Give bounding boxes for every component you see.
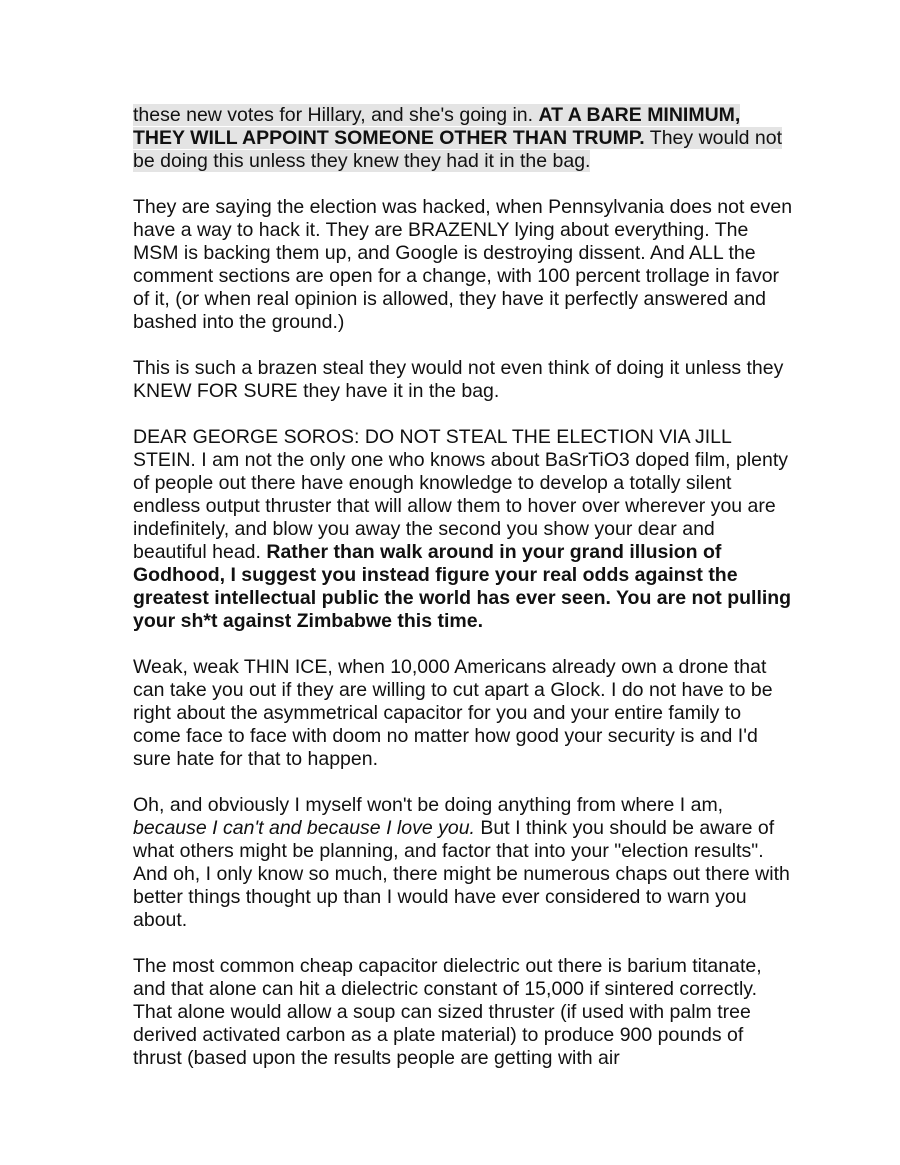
p4-text-a: DEAR GEORGE SOROS: DO NOT STEAL THE ELECTION VIA JILL STEIN. I am not the only one who knows about BaSrTiO3 doped film, plenty of people out there have enough knowledge to develop a totally silent endless output thruster that will allow them to hover over wherever you are indefinitely, and blow you away the second you show your dear and beautiful head. — [133, 426, 789, 563]
p6-italic-text: because I can't and because I love you. — [133, 817, 475, 839]
p1-text-c: They would not be doing this unless they knew they had it in the bag. — [133, 127, 783, 172]
paragraph-5: Weak, weak THIN ICE, when 10,000 Americans already own a drone that can take you out if they are willing to cut apart a Glock. I do not have to be right about the asymmetrical capacitor for you and your entire family to come face to face with doom no matter how good your security is and I'd sure hate for that to happen. — [133, 656, 773, 770]
p6-text-a: Oh, and obviously I myself won't be doing anything from where I am, — [133, 794, 724, 816]
paragraph-2: They are saying the election was hacked, when Pennsylvania does not even have a way to hack it. They are BRAZENLY lying about everything. The MSM is backing them up, and Google is destroying dissent. And ALL the comment sections are open for a change, with 100 percent trollage in favor of it, (or when real opinion is allowed, they have it perfectly answered and bashed into the ground.) — [133, 196, 793, 333]
paragraph-1 — [133, 104, 793, 173]
p4-bold-text: Rather than walk around in your grand illusion of Godhood, I suggest you instead figure your real odds against the greatest intellectual public the world has ever seen. You are not pulling your sh*t against Zimbabwe this time. — [133, 541, 792, 632]
paragraph-7: The most common cheap capacitor dielectric out there is barium titanate, and that alone can hit a dielectric constant of 15,000 if sintered correctly. That alone would allow a soup can sized thruster (if used with palm tree derived activated carbon as a plate material) to produce 900 pounds of thrust (based upon the results people are getting with air — [133, 955, 762, 1069]
p6-text-c: But I think you should be aware of what others might be planning, and factor that into your "election results". And oh, I only know so much, there might be numerous chaps out there with better things thought up than I would have ever considered to warn you about. — [133, 817, 790, 931]
document-body — [133, 104, 793, 1093]
paragraph-4 — [133, 426, 793, 633]
paragraph-6 — [133, 794, 793, 932]
paragraph-3: This is such a brazen steal they would not even think of doing it unless they KNEW FOR SURE they have it in the bag. — [133, 357, 784, 402]
highlighted-passage — [133, 104, 782, 172]
p1-text-a: these new votes for Hillary, and she's going in. — [133, 104, 539, 126]
p1-bold-text: AT A BARE MINIMUM, THEY WILL APPOINT SOMEONE OTHER THAN TRUMP. — [133, 104, 741, 149]
